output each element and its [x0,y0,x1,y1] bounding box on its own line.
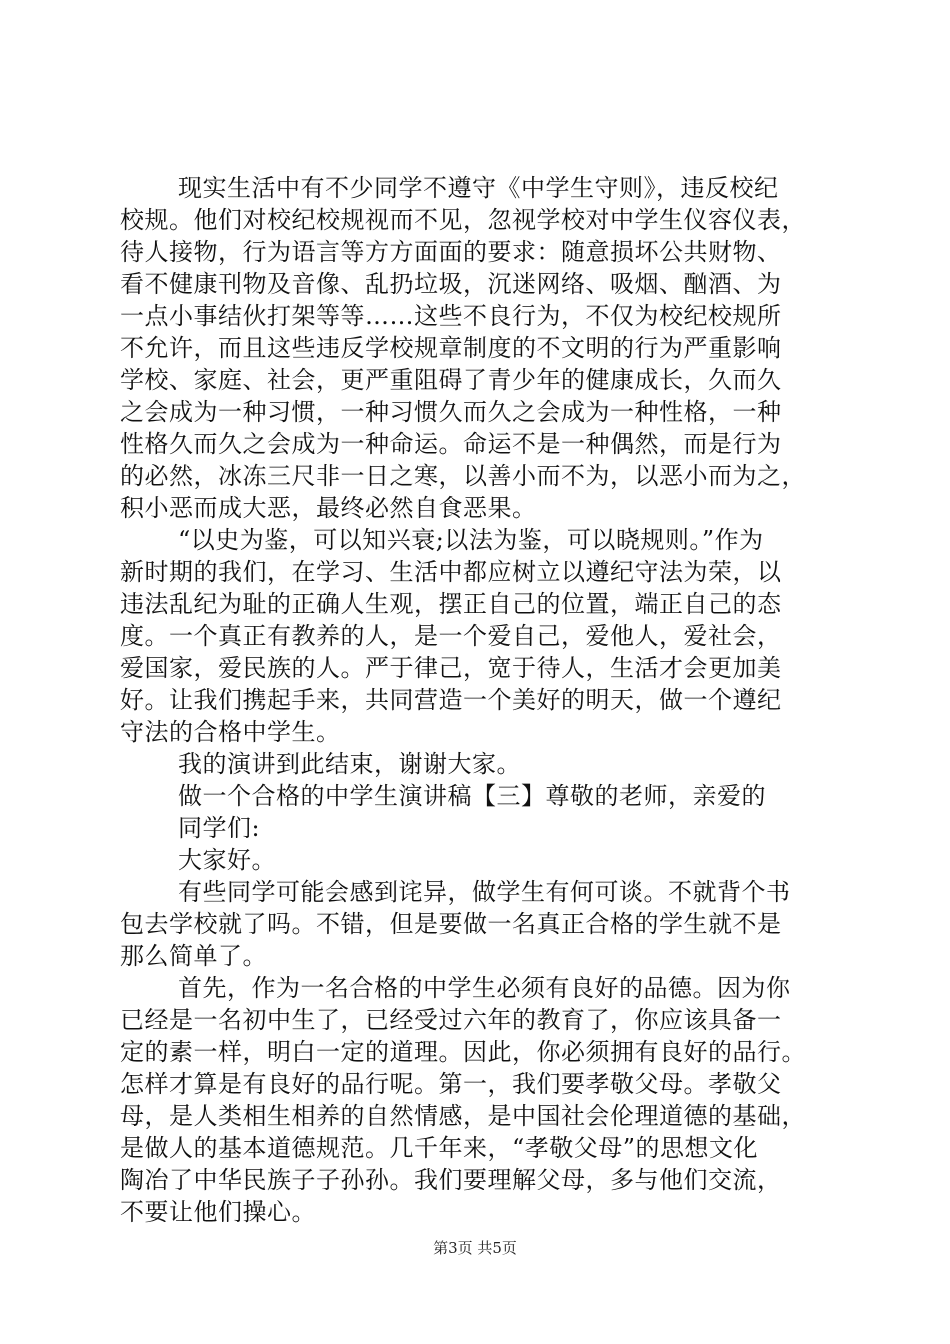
paragraph-line: 度。一个真正有教养的人，是一个爱自己，爱他人，爱社会， [120,622,782,650]
paragraph-line: 校规。他们对校纪校规视而不见，忽视学校对中学生仪容仪表， [120,206,806,234]
paragraph-line: 已经是一名初中生了，已经受过六年的教育了，你应该具备一 [120,1006,782,1034]
paragraph-line: 学校、家庭、社会，更严重阻碍了青少年的健康成长，久而久 [120,366,782,394]
paragraph-line: 定的素一样，明白一定的道理。因此，你必须拥有良好的品行。 [120,1038,806,1066]
paragraph-line: 新时期的我们，在学习、生活中都应树立以遵纪守法为荣，以 [120,558,782,586]
paragraph-line: 包去学校就了吗。不错，但是要做一名真正合格的学生就不是 [120,910,782,938]
paragraph-line: 待人接物，行为语言等方方面面的要求：随意损坏公共财物、 [120,238,782,266]
body-text [120,172,858,1228]
paragraph-line: 有些同学可能会感到诧异，做学生有何可谈。不就背个书 [178,878,791,906]
paragraph-line: “以史为鉴，可以知兴衰;以法为鉴，可以晓规则。”作为 [178,526,764,554]
paragraph-line: 守法的合格中学生。 [120,718,341,746]
paragraph-line: 好。让我们携起手来，共同营造一个美好的明天，做一个遵纪 [120,686,782,714]
greeting: 大家好。 [178,846,276,874]
paragraph-line: 是做人的基本道德规范。几千年来，“孝敬父母”的思想文化 [120,1134,759,1162]
paragraph-line: 不允许，而且这些违反学校规章制度的不文明的行为严重影响 [120,334,782,362]
paragraph-line: 的必然，冰冻三尺非一日之寒，以善小而不为，以恶小而为之， [120,462,806,490]
page-number-footer: 第3页 共5页 [433,1239,517,1257]
paragraph-line: 我的演讲到此结束，谢谢大家。 [178,750,521,778]
paragraph-line: 爱国家，爱民族的人。严于律己，宽于待人，生活才会更加美 [120,654,782,682]
paragraph-line: 现实生活中有不少同学不遵守《中学生守则》，违反校纪 [178,174,779,202]
paragraph-line: 看不健康刊物及音像、乱扔垃圾，沉迷网络、吸烟、酗酒、为 [120,270,782,298]
paragraph-line: 不要让他们操心。 [120,1198,316,1226]
paragraph-line: 母，是人类相生相养的自然情感，是中国社会伦理道德的基础， [120,1102,806,1130]
paragraph-line: 性格久而久之会成为一种命运。命运不是一种偶然，而是行为 [120,430,782,458]
section-heading: 做一个合格的中学生演讲稿【三】尊敬的老师，亲爱的 [178,782,766,810]
paragraph-line: 之会成为一种习惯，一种习惯久而久之会成为一种性格，一种 [120,398,782,426]
salutation: 同学们: [178,814,261,842]
paragraph-line: 怎样才算是有良好的品行呢。第一，我们要孝敬父母。孝敬父 [120,1070,782,1098]
paragraph-line: 首先，作为一名合格的中学生必须有良好的品德。因为你 [178,974,791,1002]
paragraph-line: 违法乱纪为耻的正确人生观，摆正自己的位置，端正自己的态 [120,590,782,618]
paragraph-line: 陶冶了中华民族子子孙孙。我们要理解父母，多与他们交流， [120,1166,782,1194]
paragraph-line: 一点小事结伙打架等等……这些不良行为，不仅为校纪校规所 [120,302,782,330]
paragraph-line: 积小恶而成大恶，最终必然自食恶果。 [120,494,537,522]
paragraph-line: 那么简单了。 [120,942,267,970]
